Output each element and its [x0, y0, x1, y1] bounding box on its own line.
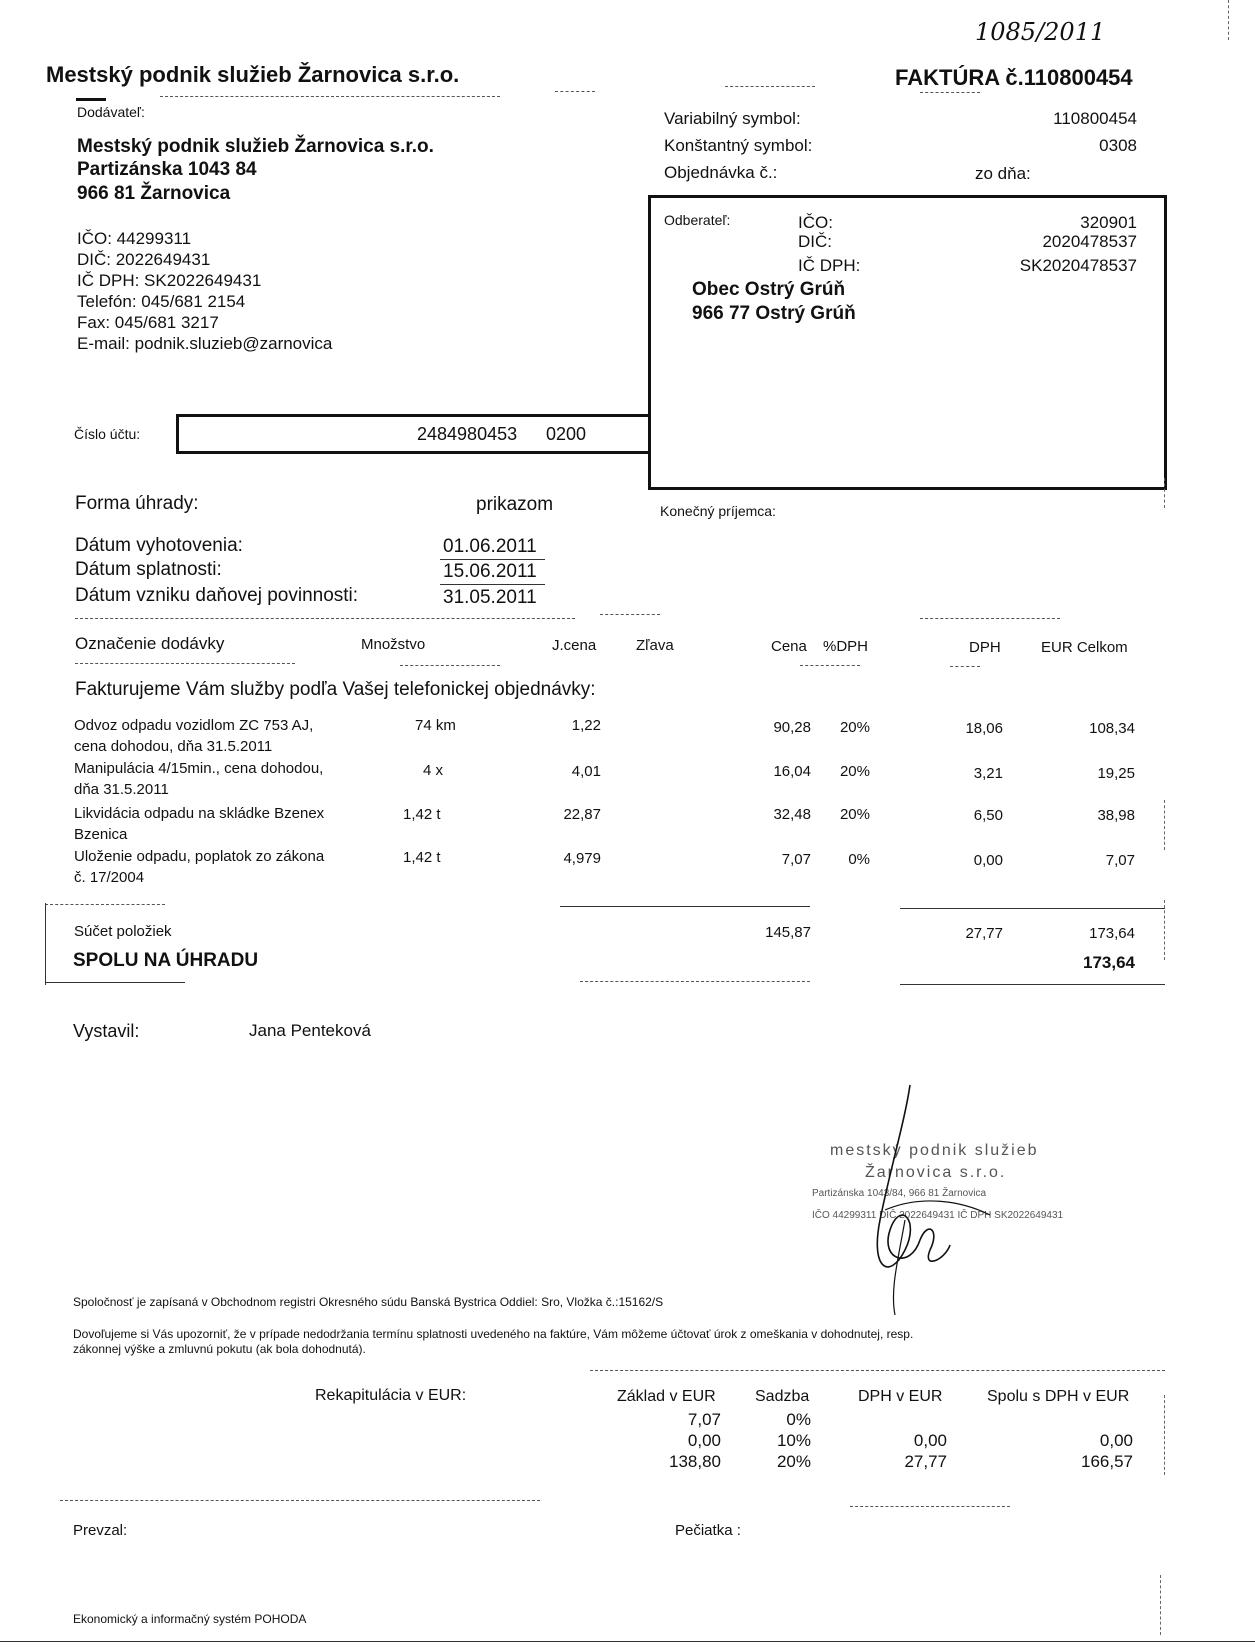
constant-symbol-value: 0308 — [1099, 136, 1137, 155]
item-vat: 6,50 — [973, 807, 1003, 824]
item-total: 108,34 — [1089, 720, 1135, 737]
tax-date-label: Dátum vzniku daňovej povinnosti: — [75, 585, 359, 606]
supplier-city: 966 81 Žarnovica — [77, 183, 231, 204]
recap-rate: 20% — [776, 1452, 811, 1471]
customer-dic-label: DIČ: — [798, 232, 832, 251]
item-vat: 18,06 — [965, 720, 1003, 737]
received-by-label: Prevzal: — [73, 1522, 128, 1539]
item-vat: 0,00 — [973, 852, 1003, 869]
order-label: Objednávka č.: — [664, 163, 778, 182]
item-price: 32,48 — [773, 806, 811, 823]
issued-by-label: Vystavil: — [73, 1021, 140, 1041]
item-unit-price: 22,87 — [563, 806, 601, 823]
final-recipient-label: Konečný príjemca: — [660, 503, 776, 519]
col-unit-price-header: J.cena — [552, 637, 597, 654]
recap-total: 166,57 — [1081, 1452, 1133, 1471]
variable-symbol-label: Variabilný symbol: — [664, 109, 801, 128]
customer-address: 966 77 Ostrý Grúň — [692, 303, 856, 324]
item-description: Manipulácia 4/15min., cena dohodou, — [74, 760, 324, 777]
due-date-value: 15.06.2011 — [443, 561, 537, 582]
item-vat-pct: 0% — [848, 851, 870, 868]
penalty-note-1: Dovoľujeme si Vás upozorniť, že v prípade nedodržania termínu splatnosti uvedeného na faktúre, Vám môžeme účtovať úrok z omeškania v dohodnutej, resp. — [73, 1327, 914, 1341]
recap-vat: 27,77 — [904, 1452, 947, 1471]
col-vat-header: DPH — [969, 639, 1001, 656]
items-sum-total: 173,64 — [1089, 925, 1135, 942]
item-vat-pct: 20% — [839, 806, 870, 823]
customer-ic-dph-value: SK2020478537 — [1019, 256, 1137, 275]
supplier-phone: Telefón: 045/681 2154 — [77, 292, 246, 311]
recap-base: 0,00 — [687, 1431, 721, 1450]
recap-label: Rekapitulácia v EUR: — [315, 1387, 467, 1404]
col-vat-pct-header: %DPH — [823, 638, 869, 655]
recap-total-header: Spolu s DPH v EUR — [987, 1388, 1130, 1405]
item-vat-pct: 20% — [839, 763, 870, 780]
item-description-2: dňa 31.5.2011 — [74, 781, 169, 798]
item-unit-price: 1,22 — [571, 717, 601, 734]
item-total: 7,07 — [1105, 852, 1135, 869]
account-number: 2484980453 — [417, 424, 518, 444]
item-description-2: cena dohodou, dňa 31.5.2011 — [74, 738, 273, 755]
supplier-ic-dph: IČ DPH: SK2022649431 — [77, 271, 262, 290]
signature — [850, 1080, 1000, 1320]
item-total: 19,25 — [1097, 765, 1135, 782]
supplier-email: E-mail: podnik.sluzieb@zarnovica — [77, 334, 333, 353]
supplier-dic: DIČ: 2022649431 — [77, 250, 211, 269]
supplier-name: Mestský podnik služieb Žarnovica s.r.o. — [77, 136, 434, 157]
supplier-fax: Fax: 045/681 3217 — [77, 313, 219, 332]
payment-method-label: Forma úhrady: — [75, 493, 199, 514]
recap-base-header: Základ v EUR — [617, 1388, 716, 1405]
col-item-header: Označenie dodávky — [75, 634, 225, 653]
invoice-title: FAKTÚRA č.110800454 — [895, 65, 1133, 90]
variable-symbol-value: 110800454 — [1053, 109, 1137, 128]
col-price-header: Cena — [771, 638, 807, 655]
item-description-2: Bzenica — [74, 826, 128, 843]
company-stamp: mestský podnik služieb Žarnovica s.r.o. Partizánska 1043/84, 966 81 Žarnovica IČO 44299311 DIČ 2022649431 IČ DPH SK2022649431 — [812, 1142, 1064, 1221]
supplier-ico: IČO: 44299311 — [77, 229, 192, 248]
items-sum-label: Súčet položiek — [74, 923, 172, 940]
supplier-street: Partizánska 1043 84 — [77, 159, 257, 180]
issue-date-label: Dátum vyhotovenia: — [75, 535, 243, 556]
due-date-label: Dátum splatnosti: — [75, 559, 222, 580]
item-price: 90,28 — [773, 719, 811, 736]
recap-rate-header: Sadzba — [755, 1388, 810, 1405]
account-label: Číslo účtu: — [74, 426, 141, 442]
item-description: Uloženie odpadu, poplatok zo zákona — [74, 848, 325, 865]
issued-by-name: Jana Penteková — [249, 1021, 371, 1040]
item-total: 38,98 — [1097, 807, 1135, 824]
item-unit-price: 4,979 — [563, 850, 601, 867]
item-qty: 1,42 t — [403, 849, 441, 866]
recap-base: 138,80 — [669, 1452, 721, 1471]
recap-rate: 10% — [776, 1431, 811, 1450]
company-header: Mestský podnik služieb Žarnovica s.r.o. — [46, 62, 460, 87]
customer-ico-value: 320901 — [1080, 213, 1137, 232]
tax-date-value: 31.05.2011 — [443, 587, 537, 608]
item-unit-price: 4,01 — [571, 763, 601, 780]
item-price: 16,04 — [773, 763, 811, 780]
item-description: Odvoz odpadu vozidlom ZC 753 AJ, — [74, 717, 314, 734]
customer-ico-label: IČO: — [798, 213, 833, 232]
payment-method-value: prikazom — [476, 494, 554, 515]
recap-base: 7,07 — [687, 1410, 721, 1429]
col-qty-header: Množstvo — [361, 636, 426, 653]
supplier-label: Dodávateľ: — [77, 104, 145, 120]
item-description-2: č. 17/2004 — [74, 869, 145, 886]
col-discount-header: Zľava — [636, 637, 674, 654]
footer-system: Ekonomický a informačný systém POHODA — [73, 1612, 307, 1626]
registry-note: Spoločnosť je zapísaná v Obchodnom registri Okresného súdu Banská Bystrica Oddiel: Sro, Vložka č.:15162/S — [73, 1295, 664, 1309]
recap-rate: 0% — [786, 1410, 811, 1429]
customer-dic-value: 2020478537 — [1042, 232, 1137, 251]
item-qty: 74 km — [415, 717, 456, 734]
item-qty: 1,42 t — [403, 806, 441, 823]
customer-name: Obec Ostrý Grúň — [692, 279, 846, 300]
issue-date-value: 01.06.2011 — [443, 536, 537, 557]
item-qty: 4 x — [423, 762, 444, 779]
recap-total: 0,00 — [1099, 1431, 1133, 1450]
item-vat-pct: 20% — [839, 719, 870, 736]
customer-ic-dph-label: IČ DPH: — [798, 256, 861, 275]
customer-label: Odberateľ: — [664, 212, 731, 228]
item-price: 7,07 — [781, 851, 811, 868]
account-bank-code: 0200 — [546, 424, 587, 444]
penalty-note-2: zákonnej výške a zmluvnú pokutu (ak bola dohodnutá). — [73, 1342, 366, 1356]
handwritten-reference: 1085/2011 — [975, 18, 1106, 46]
item-vat: 3,21 — [973, 765, 1003, 782]
items-sum-price: 145,87 — [765, 924, 811, 941]
item-description: Likvidácia odpadu na skládke Bzenex — [74, 805, 325, 822]
stamp-label: Pečiatka : — [675, 1522, 741, 1539]
items-sum-vat: 27,77 — [965, 925, 1003, 942]
constant-symbol-label: Konštantný symbol: — [664, 136, 813, 155]
recap-vat-header: DPH v EUR — [858, 1388, 943, 1405]
grand-total-value: 173,64 — [1083, 953, 1135, 972]
col-total-header: EUR Celkom — [1041, 639, 1128, 656]
grand-total-label: SPOLU NA ÚHRADU — [73, 950, 259, 971]
items-intro: Fakturujeme Vám služby podľa Vašej telefonickej objednávky: — [75, 679, 596, 700]
recap-vat: 0,00 — [913, 1431, 947, 1450]
order-date-label: zo dňa: — [975, 164, 1031, 183]
